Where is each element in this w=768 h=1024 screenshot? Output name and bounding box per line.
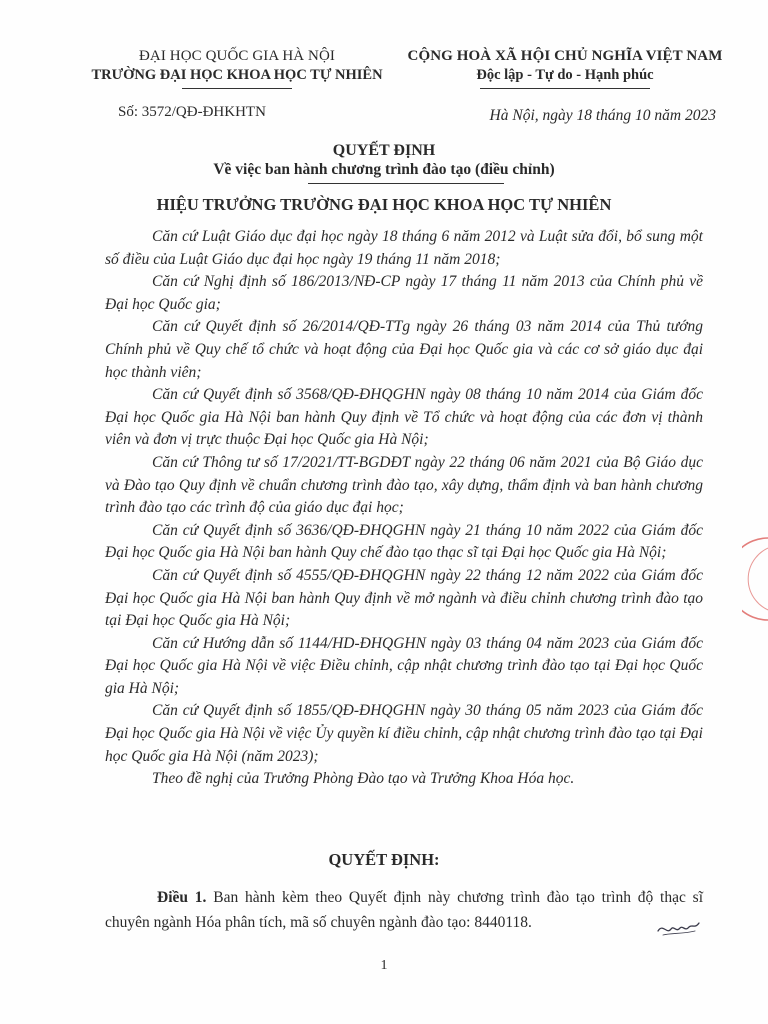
decision-heading: QUYẾT ĐỊNH: bbox=[328, 850, 440, 869]
legal-basis-item: Căn cứ Hướng dẫn số 1144/HD-ĐHQGHN ngày 03 tháng 04 năm 2023 của Giám đốc Đại học Quốc gia Hà Nội về việc Điều chỉnh, cập nhật chương trình đào tạo tại Đại học Quốc gia Hà Nội; bbox=[105, 634, 703, 697]
article-1-label: Điều 1. bbox=[157, 889, 207, 906]
legal-basis-item: Căn cứ Thông tư số 17/2021/TT-BGDĐT ngày 22 tháng 06 năm 2021 của Bộ Giáo dục và Đào tạo Quy định về chuẩn chương trình đào tạo, xây dựng, thẩm định và ban hành chương trình đào tạo các trình độ của giáo dục đại học; bbox=[105, 453, 703, 517]
issuing-agency-block bbox=[72, 46, 402, 89]
legal-basis-item: Căn cứ Quyết định số 26/2014/QĐ-TTg ngày 26 tháng 03 năm 2014 của Thủ tướng Chính phủ về Quy chế tổ chức và hoạt động của Đại học Quốc gia và các cơ sở giáo dục đại học thành viên; bbox=[105, 318, 703, 381]
motto-underline bbox=[480, 88, 650, 89]
legal-basis-item: Căn cứ Quyết định số 3568/QĐ-ĐHQGHN ngày 08 tháng 10 năm 2014 của Giám đốc Đại học Quốc gia Hà Nội ban hành Quy định về Tổ chức và hoạt động của các đơn vị thành viên và đơn vị trực thuộc Đại học Quốc gia Hà Nội; bbox=[105, 386, 703, 449]
parent-agency-name: ĐẠI HỌC QUỐC GIA HÀ NỘI bbox=[138, 48, 336, 64]
page-number: 1 bbox=[380, 958, 388, 973]
document-number: Số: 3572/QĐ-ĐHKHTN bbox=[118, 104, 266, 120]
legal-basis-item: Căn cứ Quyết định số 3636/QĐ-ĐHQGHN ngày 21 tháng 10 năm 2022 của Giám đốc Đại học Quốc gia Hà Nội ban hành Quy chế đào tạo thạc sĩ tại Đại học Quốc gia Hà Nội; bbox=[105, 521, 703, 562]
agency-name: TRƯỜNG ĐẠI HỌC KHOA HỌC TỰ NHIÊN bbox=[91, 67, 383, 83]
place-and-date: Hà Nội, ngày 18 tháng 10 năm 2023 bbox=[489, 107, 716, 124]
legal-basis-item: Căn cứ Luật Giáo dục đại học ngày 18 tháng 6 năm 2012 và Luật sửa đổi, bổ sung một số điều của Luật Giáo dục đại học ngày 19 tháng 11 năm 2018; bbox=[105, 228, 703, 268]
legal-basis-item: Căn cứ Quyết định số 1855/QĐ-ĐHQGHN ngày 30 tháng 05 năm 2023 của Giám đốc Đại học Quốc gia Hà Nội về việc Ủy quyền kí điều chỉnh, cập nhật chương trình đào tạo tại Đại học Quốc gia Hà Nội (năm 2023); bbox=[105, 702, 703, 765]
national-motto: Độc lập - Tự do - Hạnh phúc bbox=[476, 67, 654, 83]
agency-underline bbox=[182, 88, 292, 89]
document-subtitle: Về việc ban hành chương trình đào tạo (điều chỉnh) bbox=[213, 161, 555, 178]
national-motto-block bbox=[395, 46, 735, 89]
country-name: CỘNG HOÀ XÃ HỘI CHỦ NGHĨA VIỆT NAM bbox=[407, 48, 723, 64]
legal-bases bbox=[105, 226, 703, 791]
legal-basis-item: Theo đề nghị của Trưởng Phòng Đào tạo và Trưởng Khoa Hóa học. bbox=[152, 770, 575, 788]
legal-basis-item: Căn cứ Nghị định số 186/2013/NĐ-CP ngày 17 tháng 11 năm 2013 của Chính phủ về Đại học Quốc gia; bbox=[105, 273, 703, 313]
initials-signature bbox=[655, 915, 701, 941]
subtitle-underline bbox=[308, 183, 504, 184]
legal-basis-item: Căn cứ Quyết định số 4555/QĐ-ĐHQGHN ngày 22 tháng 12 năm 2022 của Giám đốc Đại học Quốc gia Hà Nội ban hành Quy định về mở ngành và điều chỉnh chương trình đào tạo tại Đại học Quốc gia Hà Nội; bbox=[105, 566, 703, 630]
red-seal-stamp-edge bbox=[742, 536, 768, 622]
article-1-text: Ban hành kèm theo Quyết định này chương trình đào tạo trình độ thạc sĩ chuyên ngành Hóa phân tích, mã số chuyên ngành đào tạo: 8440118. bbox=[105, 889, 704, 931]
article-1 bbox=[105, 885, 703, 935]
document-title: QUYẾT ĐỊNH bbox=[332, 142, 436, 159]
issuer-title: HIỆU TRƯỞNG TRƯỜNG ĐẠI HỌC KHOA HỌC TỰ NHIÊN bbox=[156, 195, 612, 214]
